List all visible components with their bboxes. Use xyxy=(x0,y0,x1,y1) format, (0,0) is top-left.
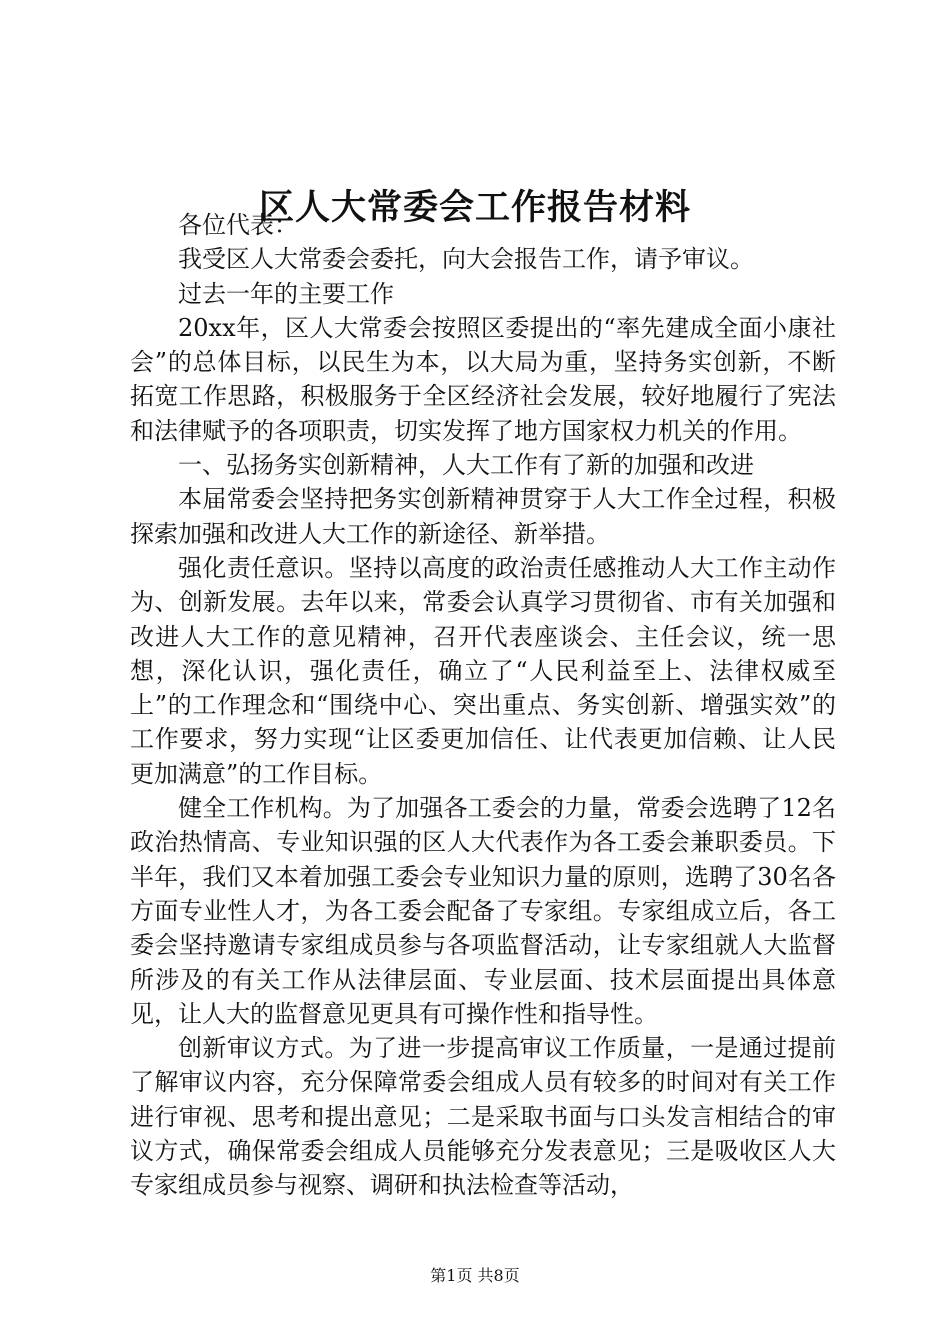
page-number-footer: 第1页 共8页 xyxy=(430,1266,520,1285)
body-paragraph: 强化责任意识。坚持以高度的政治责任感推动人大工作主动作为、创新发展。去年以来，常委会认真学习贯彻省、市有关加强和改进人大工作的意见精神，召开代表座谈会、主任会议，统一思想，深化认识，强化责任，确立了“人民利益至上、法律权威至上”的工作理念和“围绕中心、突出重点、务实创新、增强实效”的工作要求，努力实现“让区委更加信任、让代表更加信赖、让人民更加满意”的工作目标。 xyxy=(130,553,836,788)
body-paragraph: 健全工作机构。为了加强各工委会的力量，常委会选聘了12名政治热情高、专业知识强的区人大代表作为各工委会兼职委员。下半年，我们又本着加强工委会专业知识力量的原则，选聘了30名各方面专业性人才，为各工委会配备了专家组。专家组成立后，各工委会坚持邀请专家组成员参与各项监督活动，让专家组就人大监督所涉及的有关工作从法律层面、专业层面、技术层面提出具体意见，让人大的监督意见更具有可操作性和指导性。 xyxy=(130,794,836,1028)
document-body xyxy=(130,208,836,1203)
opening-paragraph: 我受区人大常委会委托，向大会报告工作，请予审议。 xyxy=(178,245,754,274)
document-title: 区人大常委会工作报告材料 xyxy=(258,187,691,228)
body-paragraph: 创新审议方式。为了进一步提高审议工作质量，一是通过提前了解审议内容，充分保障常委会组成人员有较多的时间对有关工作进行审视、思考和提出意见；二是采取书面与口头发言相结合的审议方式，确保常委会组成人员能够充分发表意见；三是吸收区人大专家组成员参与视察、调研和执法检查等活动， xyxy=(130,1034,836,1200)
body-paragraph: 本届常委会坚持把务实创新精神贯穿于人大工作全过程，积极探索加强和改进人大工作的新途径、新举措。 xyxy=(130,485,836,548)
salutation: 各位代表： xyxy=(178,211,298,239)
section-heading: 过去一年的主要工作 xyxy=(178,279,394,308)
body-paragraph: 20xx年，区人大常委会按照区委提出的“率先建成全面小康社会”的总体目标，以民生为本，以大局为重，坚持务实创新，不断拓宽工作思路，积极服务于全区经济社会发展，较好地履行了宪法和法律赋予的各项职责，切实发挥了地方国家权力机关的作用。 xyxy=(130,313,836,445)
subsection-heading: 一、弘扬务实创新精神，人大工作有了新的加强和改进 xyxy=(178,451,754,480)
